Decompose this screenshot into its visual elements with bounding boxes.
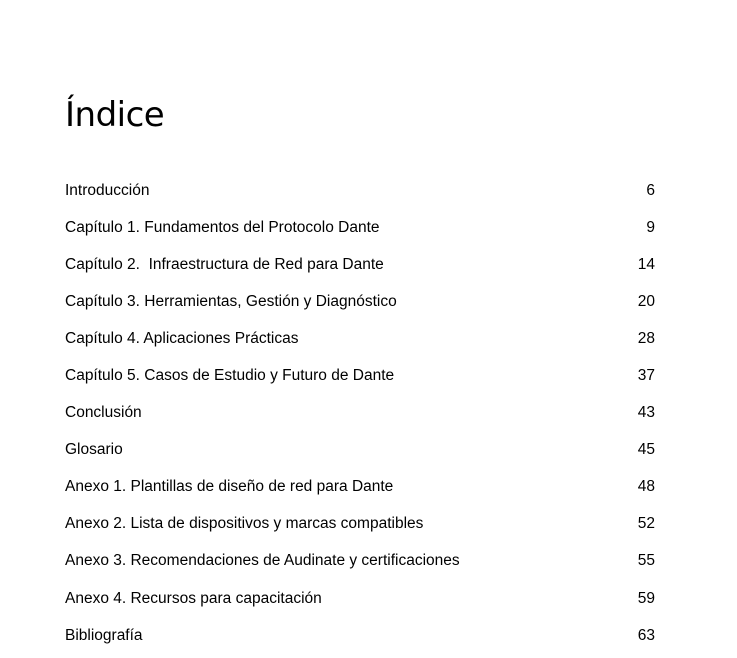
- toc-entry-bibliografia[interactable]: [65, 617, 655, 654]
- toc-entry-page-number: 20: [637, 292, 655, 310]
- toc-entry-label: Anexo 1. Plantillas de diseño de red para Dante: [65, 478, 394, 496]
- toc-entry-glosario[interactable]: [65, 432, 655, 469]
- toc-entry-label: Conclusión: [65, 404, 142, 422]
- toc-entry-page-number: 14: [637, 255, 655, 273]
- toc-entry-conclusion[interactable]: [65, 395, 655, 432]
- toc-entry-introduccion[interactable]: [65, 172, 655, 209]
- toc-entry-label: Bibliografía: [65, 626, 143, 644]
- toc-entry-label: Anexo 4. Recursos para capacitación: [65, 589, 322, 607]
- toc-entry-label: Capítulo 4. Aplicaciones Prácticas: [65, 329, 299, 347]
- toc-entry-label: Capítulo 3. Herramientas, Gestión y Diagnóstico: [65, 292, 397, 310]
- toc-entry-label: Capítulo 2. Infraestructura de Red para Dante: [65, 255, 384, 273]
- toc-entry-anexo-4[interactable]: [65, 580, 655, 617]
- toc-entry-page-number: 6: [646, 181, 655, 199]
- toc-entry-capitulo-1[interactable]: [65, 209, 655, 246]
- toc-entry-page-number: 59: [637, 589, 655, 607]
- toc-entry-page-number: 43: [637, 404, 655, 422]
- toc-entry-page-number: 55: [637, 552, 655, 570]
- toc-entry-label: Anexo 3. Recomendaciones de Audinate y certificaciones: [65, 552, 460, 570]
- toc-entry-page-number: 28: [637, 329, 655, 347]
- toc-entry-page-number: 9: [646, 218, 655, 236]
- toc-entry-capitulo-2[interactable]: [65, 246, 655, 283]
- toc-entry-label: Capítulo 1. Fundamentos del Protocolo Dante: [65, 218, 380, 236]
- toc-entry-page-number: 52: [637, 515, 655, 533]
- toc-entry-page-number: 37: [637, 367, 655, 385]
- page-title: Índice: [65, 95, 165, 135]
- toc-entry-label: Glosario: [65, 441, 123, 459]
- toc-entry-page-number: 48: [637, 478, 655, 496]
- toc-entry-capitulo-3[interactable]: [65, 283, 655, 320]
- toc-entry-anexo-3[interactable]: [65, 543, 655, 580]
- toc-entry-capitulo-5[interactable]: [65, 357, 655, 394]
- toc-entry-anexo-2[interactable]: [65, 506, 655, 543]
- toc-entry-page-number: 63: [637, 626, 655, 644]
- toc-entry-capitulo-4[interactable]: [65, 320, 655, 357]
- toc-entry-label: Anexo 2. Lista de dispositivos y marcas compatibles: [65, 515, 424, 533]
- toc-entry-label: Introducción: [65, 181, 150, 199]
- table-of-contents: [65, 172, 655, 654]
- toc-entry-label: Capítulo 5. Casos de Estudio y Futuro de Dante: [65, 367, 395, 385]
- toc-entry-anexo-1[interactable]: [65, 469, 655, 506]
- toc-entry-page-number: 45: [637, 441, 655, 459]
